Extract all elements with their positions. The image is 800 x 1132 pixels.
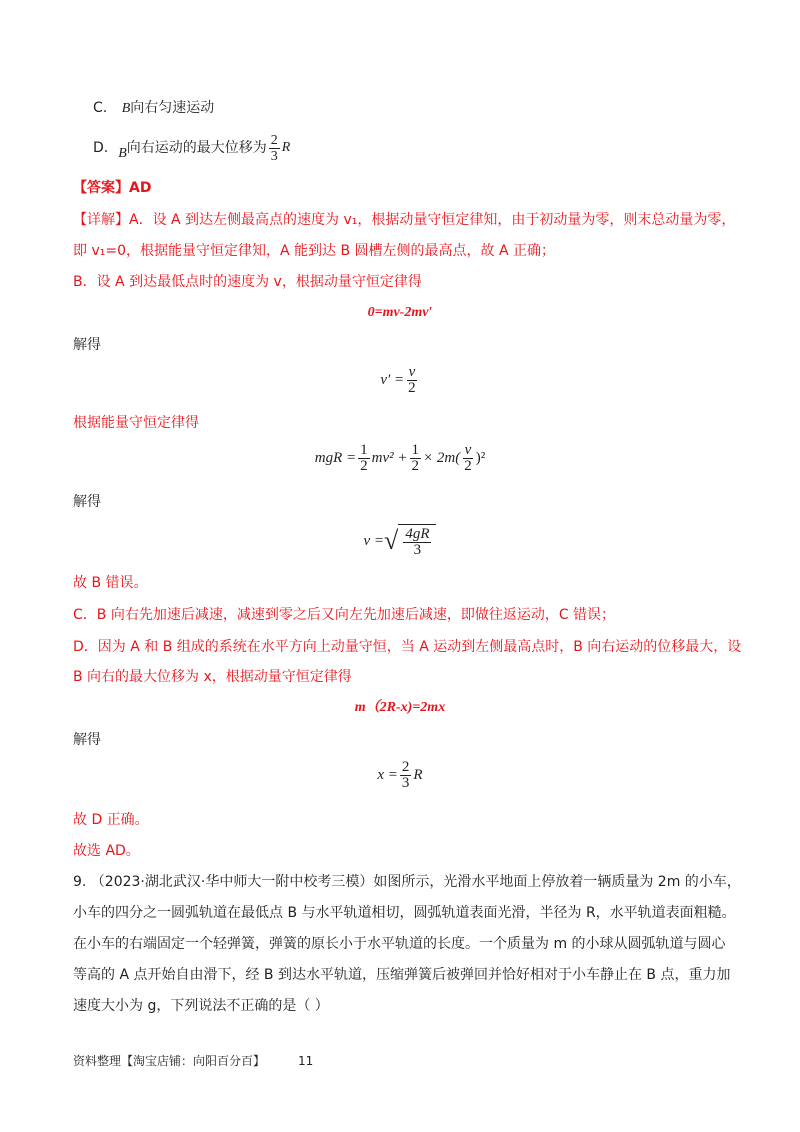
question9-line2: 小车的四分之一圆弧轨道在最低点 B 与水平轨道相切，圆弧轨道表面光滑，半径为 R，水平轨道表面粗糙。 <box>73 905 736 921</box>
detail-line-b: B．设 A 到达最低点时的速度为 v，根据动量守恒定律得 <box>73 274 422 290</box>
footer-text: 资料整理【淘宝店铺：向阳百分百】 <box>73 1054 266 1068</box>
detail-line1: 【详解】A．设 A 到达左侧最高点的速度为 v₁，根据动量守恒定律知，由于初动量为零，则末总动量为零， <box>73 212 736 228</box>
detail-line-d2: B 向右的最大位移为 x，根据动量守恒定律得 <box>73 669 352 685</box>
detail-line2: 即 v₁=0，根据能量守恒定律知，A 能到达 B 圆槽左侧的最高点，故 A 正确； <box>73 243 555 259</box>
equation-energy: mgR = $\frac{1}{2}$ mv² + $\frac{1}{2}$ × 2m( $\frac{v}{2}$ )² <box>314 441 486 474</box>
chosen-answer: 故选 AD。 <box>73 843 140 859</box>
option-d-text: 向右运动的最大位移为 <box>126 140 267 156</box>
question9-line5: 速度大小为 g，下列说法不正确的是（ ） <box>73 998 329 1014</box>
question9-line1: 9. （2023·湖北武汉·华中师大一附中校考三模）如图所示，光滑水平地面上停放着一辆质量为 2m 的小车， <box>73 874 741 890</box>
option-c <box>93 99 214 118</box>
detail-line-d1: D．因为 A 和 B 组成的系统在水平方向上动量守恒，当 A 运动到左侧最高点时，B 向右运动的位移最大，设 <box>73 639 742 655</box>
d-correct: 故 D 正确。 <box>73 812 149 828</box>
option-d-fraction: $\frac{2}{3}$ <box>270 132 278 164</box>
detail-line-c: C．B 向右先加速后减速，减速到零之后又向左先加速后减速，即做往返运动，C 错误； <box>73 607 616 623</box>
b-wrong: 故 B 错误。 <box>73 575 148 591</box>
energy-text: 根据能量守恒定律得 <box>73 415 199 431</box>
equation-x: x = $\frac{2}{3}$ R <box>377 758 423 791</box>
equation-v: v = √ $\frac{4gR}{3}$ <box>0 518 800 564</box>
option-d <box>93 128 290 168</box>
equation-v-prime: v′ = $\frac{v}{2}$ <box>380 363 416 396</box>
question9-line4: 等高的 A 点开始自由滑下，经 B 到达水平轨道，压缩弹簧后被弹回并恰好相对于小车静止在 B 点，重力加 <box>73 967 731 983</box>
jiede-1: 解得 <box>73 337 101 353</box>
equation-displacement: m（2R-x)=2mx <box>354 700 446 715</box>
answer: 【答案】AD <box>73 180 152 196</box>
option-d-var: B <box>118 146 127 161</box>
option-d-label: D. <box>93 140 109 156</box>
option-c-text: 向右匀速运动 <box>130 100 215 116</box>
equation-momentum: 0=mv-2mv′ <box>367 305 433 320</box>
option-c-label: C. <box>93 100 108 116</box>
option-d-tail: R <box>281 140 291 155</box>
question9-line3: 在小车的右端固定一个轻弹簧，弹簧的原长小于水平轨道的长度。一个质量为 m 的小球从圆弧轨道与圆心 <box>73 936 726 952</box>
jiede-2: 解得 <box>73 494 101 510</box>
jiede-3: 解得 <box>73 732 101 748</box>
page-number: 11 <box>298 1054 314 1068</box>
option-c-var: B <box>121 101 131 116</box>
